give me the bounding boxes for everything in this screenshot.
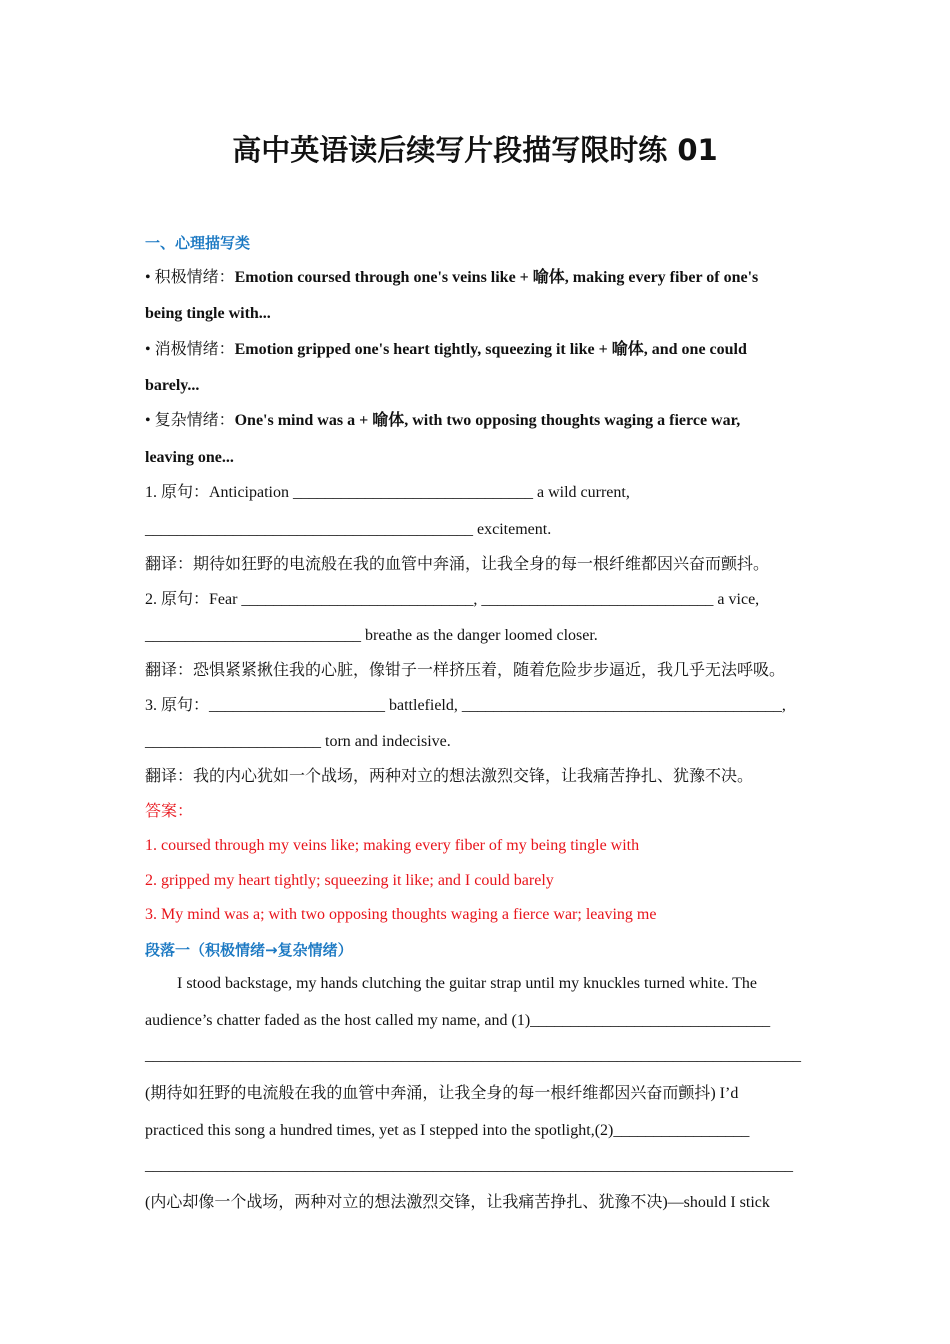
item-pattern-cont: being tingle with... (145, 305, 271, 322)
question-2: 2. 原句：Fear _____________________________, _____________________________ a vice, (145, 591, 760, 608)
paragraph-line: audience’s chatter faded as the host called my name, and (1)______________________________ (145, 1012, 771, 1029)
question-1: 1. 原句：Anticipation ______________________________ a wild current, (145, 484, 630, 501)
item-prefix: • 复杂情绪： (145, 412, 235, 429)
paragraph-line: practiced this song a hundred times, yet as I stepped into the spotlight,(2)_________________ (145, 1122, 750, 1139)
section-heading-paragraph-1: 段落一（积极情绪→复杂情绪） (145, 941, 353, 959)
question-3-translation: 翻译：我的内心犹如一个战场，两种对立的想法激烈交锋，让我痛苦挣扎、犹豫不决。 (145, 768, 754, 785)
item-prefix: • 消极情绪： (145, 341, 235, 358)
question-2-cont: ___________________________ breathe as the danger loomed closer. (145, 627, 598, 644)
item-prefix: • 积极情绪： (145, 269, 235, 286)
item-positive (145, 268, 758, 288)
question-3: 3. 原句：______________________ battlefield, ________________________________________, (145, 697, 786, 714)
answer-2: 2. gripped my heart tightly; squeezing it like; and I could barely (145, 872, 554, 889)
paragraph-line: (期待如狂野的电流般在我的血管中奔涌，让我全身的每一根纤维都因兴奋而颤抖) I’d (145, 1085, 739, 1102)
question-1-translation: 翻译：期待如狂野的电流般在我的血管中奔涌，让我全身的每一根纤维都因兴奋而颤抖。 (145, 556, 770, 573)
question-1-cont: _________________________________________ excitement. (145, 521, 552, 538)
paragraph-blank-line: __________________________________________________________________________________ (145, 1047, 801, 1064)
paragraph-line: (内心却像一个战场，两种对立的想法激烈交锋，让我痛苦挣扎、犹豫不决)—should I stick (145, 1194, 770, 1211)
question-3-cont: ______________________ torn and indecisive. (145, 733, 451, 750)
answers-label: 答案： (145, 803, 194, 820)
item-pattern-cont: leaving one... (145, 449, 234, 466)
item-complex (145, 411, 740, 431)
item-negative (145, 340, 747, 360)
answer-3: 3. My mind was a; with two opposing thoughts waging a fierce war; leaving me (145, 906, 657, 923)
item-pattern: One's mind was a + 喻体, with two opposing thoughts waging a fierce war, (234, 412, 741, 429)
paragraph-blank-line: _________________________________________________________________________________ (145, 1157, 793, 1174)
item-pattern: Emotion gripped one's heart tightly, squeezing it like + 喻体, and one could (234, 341, 747, 358)
paragraph-line: I stood backstage, my hands clutching the guitar strap until my knuckles turned white. The (177, 975, 758, 992)
answer-1: 1. coursed through my veins like; making every fiber of my being tingle with (145, 837, 640, 854)
item-pattern: Emotion coursed through one's veins like + 喻体, making every fiber of one's (234, 269, 759, 286)
page-title: 高中英语读后续写片段描写限时练 01 (232, 133, 718, 167)
item-pattern-cont: barely... (145, 377, 200, 394)
question-2-translation: 翻译：恐惧紧紧揪住我的心脏，像钳子一样挤压着，随着危险步步逼近，我几乎无法呼吸。 (145, 662, 786, 679)
section-heading-psychology: 一、心理描写类 (145, 234, 251, 252)
